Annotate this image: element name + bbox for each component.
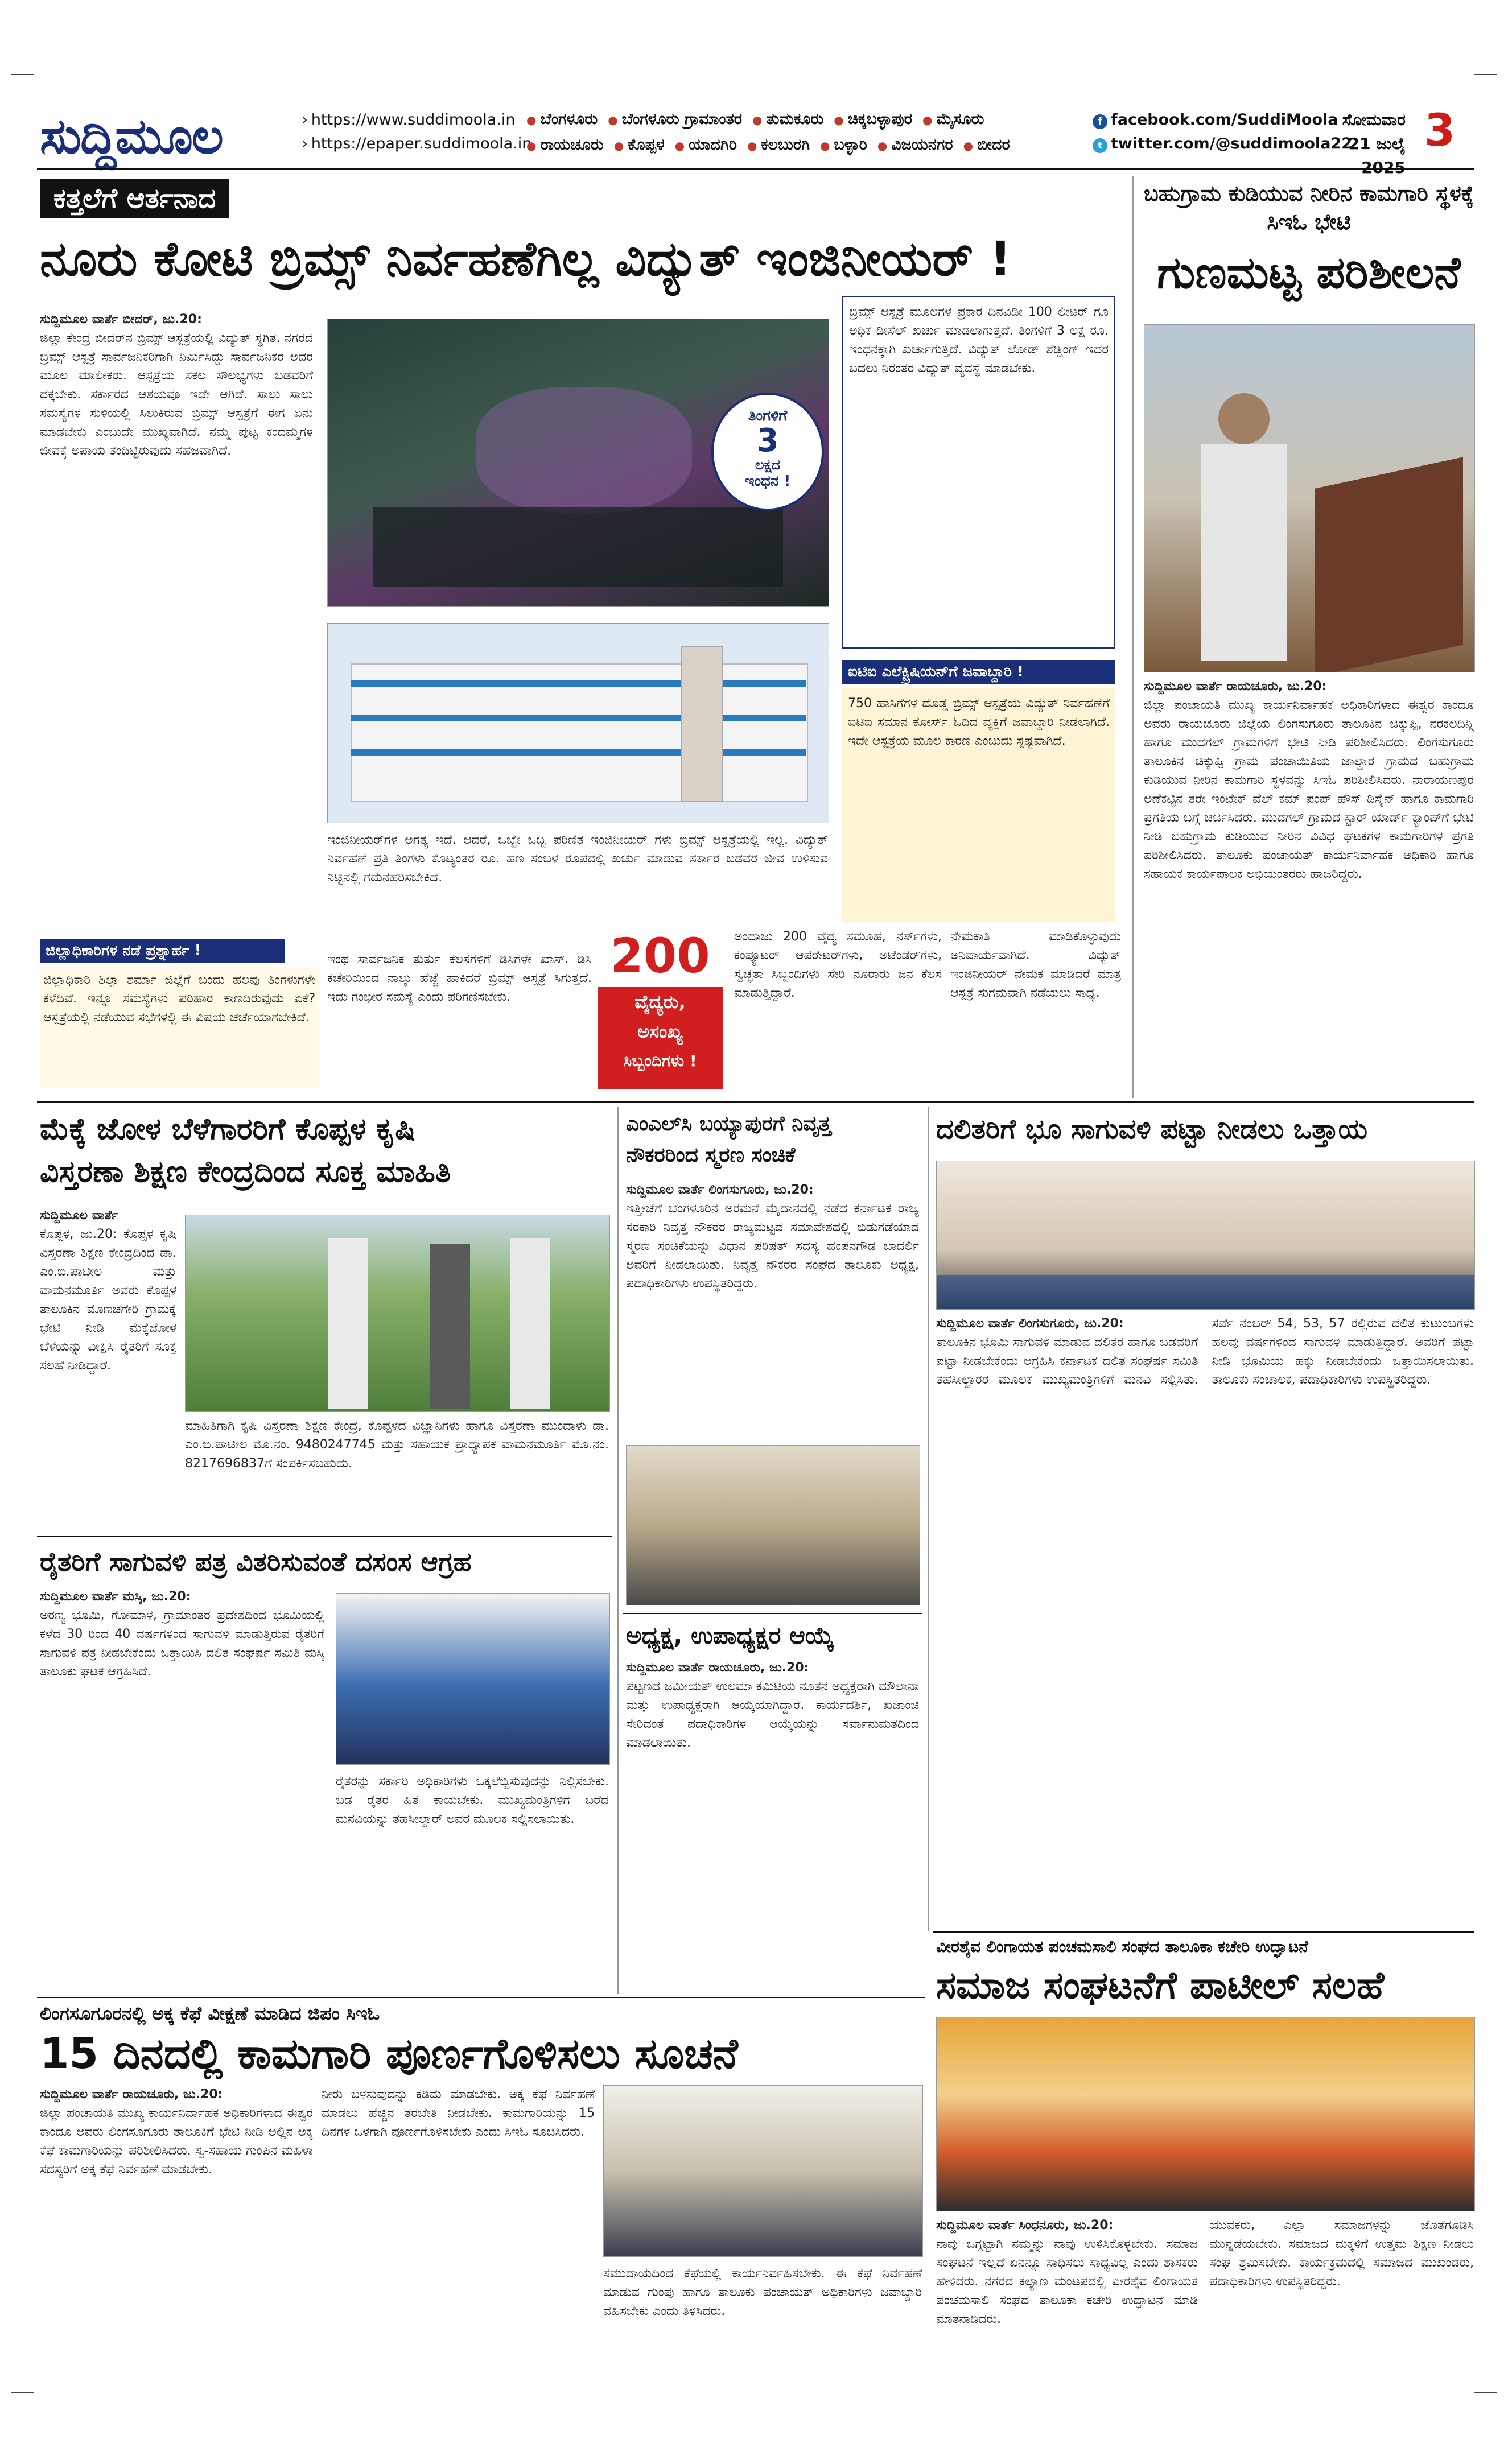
samaja-byline: ಸುದ್ದಿಮೂಲ ವಾರ್ತೆ ಸಿಂಧನೂರು, ಜು.20:	[936, 2218, 1114, 2232]
badge-line4: ಇಂಧನ !	[744, 473, 791, 490]
kvk-headline-1: ಮೆಕ್ಕೆ ಜೋಳ ಬೆಳೆಗಾರರಿಗೆ ಕೊಪ್ಪಳ ಕೃಷಿ	[40, 1112, 415, 1146]
newspaper-logo: ಸುದ್ದಿಮೂಲ	[40, 108, 223, 165]
city-item: ● ವಿಜಯನಗರ	[877, 136, 953, 154]
land-headline: ದಲಿತರಿಗೆ ಭೂ ಸಾಗುವಳಿ ಪಟ್ಟಾ ನೀಡಲು ಒತ್ತಾಯ	[936, 1113, 1368, 1145]
edition-cities	[526, 107, 1039, 158]
city-item: ● ಕೊಪ್ಪಳ	[614, 136, 665, 154]
city-item: ● ಕಲಬುರಗಿ	[747, 136, 810, 154]
masthead-rule	[37, 168, 1474, 170]
farmers-headline: ರೈತರಿಗೆ ಸಾಗುವಳಿ ಪತ್ರ ವಿತರಿಸುವಂತೆ ದಸಂಸ ಆಗ್ರಹ	[40, 1546, 472, 1577]
ceo-headline: 15 ದಿನದಲ್ಲಿ ಕಾಮಗಾರಿ ಪೂರ್ಣಗೊಳಿಸಲು ಸೂಚನೆ	[40, 2029, 738, 2078]
facebook-icon: f	[1093, 114, 1107, 129]
land-photo	[936, 1161, 1475, 1310]
samaja-photo	[936, 2017, 1475, 2211]
samaja-kicker: ವೀರಶೈವ ಲಿಂಗಾಯತ ಪಂಚಮಸಾಲಿ ಸಂಘದ ತಾಲೂಕಾ ಕಚೇರಿ ಉದ್ಘಾಟನೆ	[936, 1937, 1308, 1956]
kvk-text2: ಮಾಹಿತಿಗಾಗಿ ಕೃಷಿ ವಿಸ್ತರಣಾ ಶಿಕ್ಷಣ ಕೇಂದ್ರ, ಕೊಪ್ಪಳದ ವಿಜ್ಞಾನಿಗಳು ಹಾಗೂ ವಿಸ್ತರಣಾ ಮುಂದಾಳು ಡಾ. ಎಂ.ಬಿ.ಪಾಟೀಲ ಮೊ.ನಂ. 9480247745 ಮತ್ತು ಸಹಾಯಕ ಪ್ರಾಧ್ಯಾಪಕ ವಾಮನಮೂರ್ತಿ ಮೊ.ನಂ. 8217696837ಗೆ ಸಂಪರ್ಕಿಸಬಹುದು.	[185, 1419, 609, 1471]
ceo-byline: ಸುದ್ದಿಮೂಲ ವಾರ್ತೆ ರಾಯಚೂರು, ಜು.20:	[40, 2087, 223, 2102]
lead-byline: ಸುದ್ದಿಮೂಲ ವಾರ್ತೆ ಬೀದರ್, ಜು.20:	[40, 312, 202, 327]
mlc-photo	[626, 1445, 920, 1605]
dc-box-text2: ಇಂಥ ಸಾರ್ವಜನಿಕ ತುರ್ತು ಕೆಲಸಗಳಿಗೆ ಡಿಸಿಗಳೇ ಖಾಸ್. ಡಿಸಿ ಕಚೇರಿಯಿಂದ ನಾಲ್ಕು ಹೆಜ್ಜೆ ಹಾಕಿದರೆ ಬ್ರಿಮ್ಸ್ ಆಸ್ಪತ್ರೆ ಸಿಗುತ್ತದೆ. ಇದು ಗಂಭೀರ ಸಮಸ್ಯೆ ಎಂದು ಪರಿಗಣಿಸಬೇಕು.	[327, 952, 592, 1004]
crop-mark-br	[1474, 2392, 1497, 2393]
dc-box-text1: ಜಿಲ್ಲಾಧಿಕಾರಿ ಶಿಲ್ಪಾ ಶರ್ಮಾ ಜಿಲ್ಲೆಗೆ ಬಂದು ಹಲವು ತಿಂಗಳುಗಳೇ ಕಳೆದಿವೆ. ಇನ್ನೂ ಸಮಸ್ಯೆಗಳು ಪರಿಹಾರ ಕಾಣದಿರುವುದು ಏಕೆ? ಆಸ್ಪತ್ರೆಯಲ್ಲಿ ನಡೆಯುವ ಸಭೆಗಳಲ್ಲಿ ಈ ವಿಷಯ ಚರ್ಚೆಯಾಗಬೇಕಿದೆ.	[40, 967, 319, 1087]
city-item: ● ಬೆಂಗಳೂರು ಗ್ರಾಮಾಂತರ	[608, 110, 742, 128]
mlc-text: ಇತ್ತೀಚೆಗೆ ಬೆಂಗಳೂರಿನ ಅರಮನೆ ಮೈದಾನದಲ್ಲಿ ನಡೆದ ಕರ್ನಾಟಕ ರಾಜ್ಯ ಸರಕಾರಿ ನಿವೃತ್ತ ನೌಕರರ ರಾಜ್ಯಮಟ್ಟದ ಸಮಾವೇಶದಲ್ಲಿ ಬಿಡುಗಡೆಯಾದ ಸ್ಮರಣ ಸಂಚಿಕೆಯನ್ನು ವಿಧಾನ ಪರಿಷತ್ ಸದಸ್ಯ ಹಂಪನಗೌಡ ಬಾದರ್ಲಿ ಅವರಿಗೆ ನೀಡಲಾಯಿತು. ನಿವೃತ್ತ ನೌಕರರ ಸಂಘದ ತಾಲೂಕು ಅಧ್ಯಕ್ಷ, ಪದಾಧಿಕಾರಿಗಳು ಉಪಸ್ಥಿತರಿದ್ದರು.	[626, 1202, 919, 1291]
kvk-col1	[40, 1206, 176, 1525]
city-item: ● ರಾಯಚೂರು	[526, 136, 604, 154]
epaper-link[interactable]: › https://epaper.suddimoola.in	[302, 132, 531, 156]
lead-col3: ಬ್ರಿಮ್ಸ್ ಆಸ್ಪತ್ರೆ ಮೂಲಗಳ ಪ್ರಕಾರ ದಿನವಿಡೀ 100 ಲೀಟರ್ ಗೂ ಅಧಿಕ ಡೀಸೆಲ್ ಖರ್ಚು ಮಾಡಲಾಗುತ್ತದೆ. ತಿಂಗಳಿಗೆ 3 ಲಕ್ಷ ರೂ. ಇಂಧನಕ್ಕಾಗಿ ಖರ್ಚಾಗುತ್ತಿದೆ. ವಿದ್ಯುತ್ ಲೋಡ್ ಶೆಡ್ಡಿಂಗ್ ಇದರ ಬದಲು ನಿರಂತರ ವಿದ್ಯುತ್ ವ್ಯವಸ್ಥೆ ಮಾಡಬೇಕು.	[842, 296, 1115, 649]
samaja-col1	[936, 2216, 1198, 2389]
city-item: ● ಬೆಂಗಳೂರು	[526, 110, 598, 128]
lead-headline: ನೂರು ಕೋಟಿ ಬ್ರಿಮ್ಸ್ ನಿರ್ವಹಣೆಗಿಲ್ಲ ವಿದ್ಯುತ್ ಇಂಜಿನೀಯರ್ !	[40, 231, 1012, 287]
dc-box-text3: ಅಂದಾಜು 200 ವೈದ್ಯ ಸಮೂಹ, ನರ್ಸ್‌ಗಳು, ಕಂಪ್ಯೂಟರ್ ಆಪರೇಟರ್‌ಗಳು, ಅಟೆಂಡರ್‌ಗಳು, ಸ್ವಚ್ಛತಾ ಸಿಬ್ಬಂದಿಗಳು ಸೇರಿ ನೂರಾರು ಜನ ಕೆಲಸ ಮಾಡುತ್ತಿದ್ದಾರೆ.	[734, 930, 942, 1000]
twitter-link[interactable]: twitter.com/@suddimoola22	[1111, 135, 1352, 152]
badge-line3: ಲಕ್ಷದ	[755, 457, 781, 473]
election-body	[626, 1658, 919, 1991]
farmers-col1	[40, 1587, 324, 1991]
right-byline: ಸುದ್ದಿಮೂಲ ವಾರ್ತೆ ರಾಯಚೂರು, ಜು.20:	[1144, 679, 1327, 694]
city-item: ● ಬಳ್ಳಾರಿ	[820, 136, 867, 154]
mlc-headline-1: ಎಂಎಲ್‌ಸಿ ಬಯ್ಯಾಪುರಗೆ ನಿವೃತ್ತ	[626, 1112, 831, 1136]
kvk-text1: ಕೊಪ್ಪಳ, ಜು.20: ಕೊಪ್ಪಳ ಕೃಷಿ ವಿಸ್ತರಣಾ ಶಿಕ್ಷಣ ಕೇಂದ್ರದಿಂದ ಡಾ. ಎಂ.ಬಿ.ಪಾಟೀಲ ಮತ್ತು ವಾಮನಮೂರ್ತಿ ಅವರು ಕೊಪ್ಪಳ ತಾಲೂಕಿನ ಮೊಣಚಗೇರಿ ಗ್ರಾಮಕ್ಕೆ ಭೇಟಿ ನೀಡಿ ಮೆಕ್ಕೆಜೋಳ ಬೆಳೆಯನ್ನು ವೀಕ್ಷಿಸಿ ರೈತರಿಗೆ ಸೂಕ್ತ ಸಲಹೆ ನೀಡಿದ್ದಾರೆ.	[40, 1227, 176, 1373]
staff-count-box	[598, 924, 723, 1089]
lead-photo-hospital-building	[327, 623, 829, 823]
samaja-headline: ಸಮಾಜ ಸಂಘಟನೆಗೆ ಪಾಟೀಲ್ ಸಲಹೆ	[936, 1963, 1385, 2007]
mlc-byline: ಸುದ್ದಿಮೂಲ ವಾರ್ತೆ ಲಿಂಗಸುಗೂರು, ಜು.20:	[626, 1183, 814, 1197]
farmers-photo	[336, 1593, 610, 1765]
ceo-photo	[603, 2085, 923, 2257]
right-text: ಜಿಲ್ಲಾ ಪಂಚಾಯತಿ ಮುಖ್ಯ ಕಾರ್ಯನಿರ್ವಾಹಕ ಅಧಿಕಾರಿಗಳಾದ ಈಶ್ವರ ಕಾಂದೂ ಅವರು ರಾಯಚೂರು ಜಿಲ್ಲೆಯ ಲಿಂಗಸುಗೂರು ತಾಲೂಕಿನ ಚಿಕ್ಕುಪ್ಪಿ, ನರಕಲದಿನ್ನಿ ಹಾಗೂ ಮುದಗಲ್ ಗ್ರಾಮಗಳಿಗೆ ಭೇಟಿ ನೀಡಿ ಪರಿಶೀಲಿಸಿದರು. ಲಿಂಗಸುಗೂರು ತಾಲೂಕಿನ ಚಿಕ್ಕುಪ್ಪಿ ಗ್ರಾಮ ಪಂಚಾಯಿತಿಯ ಜಾಲ್ದಾರ ಗ್ರಾಮದ ಬಹುಗ್ರಾಮ ಕುಡಿಯುವ ನೀರಿನ ಕಾಮಗಾರಿ ಸ್ಥಳವನ್ನು ಸಿಇಓ ಪರಿಶೀಲಿಸಿದರು. ನಾರಾಯಣಪುರ ಅಣೆಕಟ್ಟಿನ ತರೇ ಇಂಟೇಕ್ ವೆಲ್ ಕಮ್ ಪಂಪ್ ಹೌಸ್ ಡಿಸೈನ್ ಹಾಗೂ ಕಾಮಗಾರಿ ಪ್ರಗತಿಯ ಬಗ್ಗೆ ಚರ್ಚಿಸಿದರು. ಮುದಗಲ್ ಗ್ರಾಮದ ಸ್ಟಾರ್ ಯಾರ್ಡ್ ಕ್ಯಾಂಪ್‌ಗೆ ಭೇಟಿ ನೀಡಿ ಬಹುಗ್ರಾಮ ಕುಡಿಯುವ ನೀರಿನ ವಿವಿಧ ಘಟಕಗಳ ಕಾಮಗಾರಿಗಳ ಪ್ರಗತಿ ಪರಿಶೀಲಿಸಿದರು. ತಾಲೂಕು ಪಂಚಾಯತ್ ಕಾರ್ಯನಿರ್ವಾಹಕ ಅಧಿಕಾರಿ ಹಾಗೂ ಸಹಾಯಕ ಕಾರ್ಯಪಾಲಕ ಅಭಿಯಂತರರು ಹಾಜರಿದ್ದರು.	[1144, 698, 1474, 881]
section-rule-1	[37, 1101, 1474, 1103]
ceo-kicker: ಲಿಂಗಸೂಗೂರನಲ್ಲಿ ಅಕ್ಕ ಕೆಫೆ ವೀಕ್ಷಣೆ ಮಾಡಿದ ಜಿಪಂ ಸಿಇಓ	[40, 2003, 380, 2024]
right-kicker: ಬಹುಗ್ರಾಮ ಕುಡಿಯುವ ನೀರಿನ ಕಾಮಗಾರಿ ಸ್ಥಳಕ್ಕೆ ಸಿಇಓ ಭೇಟಿ	[1144, 181, 1474, 234]
land-body	[936, 1314, 1474, 1929]
right-story-body	[1144, 677, 1474, 1098]
dc-box-text4: ನೇಮಕಾತಿ ಮಾಡಿಕೊಳ್ಳುವುದು ಅನಿವಾರ್ಯವಾಗಿದೆ. ವಿದ್ಯುತ್ ಇಂಜಿನೀಯರ್ ನೇಮಕ ಮಾಡಿದರೆ ಮಾತ್ರ ಆಸ್ಪತ್ರೆ ಸುಗಮವಾಗಿ ನಡೆಯಲು ಸಾಧ್ಯ.	[950, 930, 1121, 1000]
mlc-headline-2: ನೌಕರರಿಂದ ಸ್ಮರಣ ಸಂಚಿಕೆ	[626, 1144, 796, 1167]
samaja-text2: ಯುವಕರು, ಎಲ್ಲಾ ಸಮಾಜಗಳನ್ನು ಜೊತೆಗೂಡಿಸಿ ಮುನ್ನಡೆಯಬೇಕು. ಸಮಾಜದ ಮಕ್ಕಳಿಗೆ ಉತ್ತಮ ಶಿಕ್ಷಣ ನೀಡಲು ಸಂಘ ಶ್ರಮಿಸಬೇಕು. ಕಾರ್ಯಕ್ರಮದಲ್ಲಿ ಸಮಾಜದ ಮುಖಂಡರು, ಪದಾಧಿಕಾರಿಗಳು ಉಪಸ್ಥಿತರಿದ್ದರು.	[1209, 2218, 1474, 2289]
right-headline: ಗುಣಮಟ್ಟ ಪರಿಶೀಲನೆ	[1157, 247, 1461, 299]
crop-mark-tl	[11, 74, 34, 75]
land-byline: ಸುದ್ದಿಮೂಲ ವಾರ್ತೆ ಲಿಂಗಸುಗೂರು, ಜು.20:	[936, 1316, 1124, 1331]
date: 21 ಜುಲೈ	[1348, 134, 1406, 153]
crop-mark-tr	[1474, 74, 1497, 75]
section-rule-3	[623, 1613, 922, 1614]
staff-count-number: 200	[598, 924, 723, 987]
iti-box-text: 750 ಹಾಸಿಗೆಗಳ ದೊಡ್ಡ ಬ್ರಿಮ್ಸ್ ಆಸ್ಪತ್ರೆಯ ವಿದ್ಯುತ್ ನಿರ್ವಹಣೆಗೆ ಐಟಿಐ ಸಮಾನ ಕೋರ್ಸ್ ಓದಿದ ವ್ಯಕ್ತಿಗೆ ಜವಾಬ್ದಾರಿ ನೀಡಲಾಗಿದೆ. ಇದೇ ಆಸ್ಪತ್ರೆಯ ಮೂಲ ಕಾರಣ ಎಂಬುದು ಸ್ಪಷ್ಟವಾಗಿದೆ.	[842, 688, 1115, 922]
election-text: ಪಟ್ಟಣದ ಜಮೀಯತ್ ಉಲಮಾ ಕಮಿಟಿಯ ನೂತನ ಅಧ್ಯಕ್ಷರಾಗಿ ಮೌಲಾನಾ ಮತ್ತು ಉಪಾಧ್ಯಕ್ಷರಾಗಿ ಆಯ್ಕೆಯಾಗಿದ್ದಾರೆ. ಕಾರ್ಯದರ್ಶಿ, ಖಜಾಂಚಿ ಸೇರಿದಂತೆ ಪದಾಧಿಕಾರಿಗಳ ಆಯ್ಕೆಯನ್ನು ಸರ್ವಾನುಮತದಿಂದ ಮಾಡಲಾಯಿತು.	[626, 1679, 919, 1750]
page-number: 3	[1424, 105, 1456, 156]
lead-col1-text: ಜಿಲ್ಲಾ ಕೇಂದ್ರ ಬೀದರ್‌ನ ಬ್ರಿಮ್ಸ್ ಆಸ್ಪತ್ರೆಯಲ್ಲಿ ವಿದ್ಯುತ್ ಸ್ಥಗಿತ. ನಗರದ ಬ್ರಿಮ್ಸ್ ಆಸ್ಪತ್ರೆ ಸಾರ್ವಜನಿಕರಿಗಾಗಿ ನಿರ್ಮಿಸಿದ್ದು ಸಾರ್ವಜನಿಕರ ಅದರ ಮೂಲ ಮಾಲೀಕರು. ಆಸ್ಪತ್ರೆಯ ಸಕಲ ಸೌಲಭ್ಯಗಳು ಬಡವರಿಗೆ ದಕ್ಕಬೇಕು. ಸರ್ಕಾರದ ಆಶಯವೂ ಇದೇ ಆಗಿದೆ. ಸಾಲು ಸಾಲು ಸಮಸ್ಯೆಗಳ ಸುಳಿಯಲ್ಲಿ ಸಿಲುಕಿರುವ ಬ್ರಿಮ್ಸ್ ಆಸ್ಪತ್ರೆಗೆ ಈಗ ಏನು ಮಾಡಬೇಕು ಎಂಬುದೇ ಮುಖ್ಯವಾಗಿದೆ. ನಮ್ಮ ಪುಟ್ಟ ಕಂದಮ್ಮಗಳ ಜೀವಕ್ಕೆ ಅಪಾಯ ತಂದಿಟ್ಟಿರುವುದು ಸಹಜವಾಗಿದೆ.	[40, 331, 313, 458]
facebook-link[interactable]: facebook.com/SuddiMoola	[1111, 111, 1338, 129]
masthead-urls	[302, 108, 531, 156]
badge-line1: ತಿಂಗಳಿಗೆ	[748, 407, 788, 424]
city-item: ● ಮೈಸೂರು	[922, 110, 984, 128]
election-byline: ಸುದ್ದಿಮೂಲ ವಾರ್ತೆ ರಾಯಚೂರು, ಜು.20:	[626, 1661, 809, 1675]
dc-box-head: ಜಿಲ್ಲಾಧಿಕಾರಿಗಳ ನಡೆ ಪ್ರಶ್ನಾರ್ಹ !	[40, 939, 285, 963]
kvk-byline: ಸುದ್ದಿಮೂಲ ವಾರ್ತೆ	[40, 1208, 118, 1223]
mlc-body	[626, 1181, 919, 1437]
right-photo-inspection	[1144, 324, 1475, 672]
kvk-photo-field	[185, 1215, 610, 1412]
city-item: ● ಚಿಕ್ಕಬಳ್ಳಾಪುರ	[834, 110, 912, 128]
section-rule-5	[37, 1997, 925, 1998]
farmers-text2: ರೈತರನ್ನು ಸರ್ಕಾರಿ ಅಧಿಕಾರಿಗಳು ಒಕ್ಕಲೆಬ್ಬಿಸುವುದನ್ನು ನಿಲ್ಲಿಸಬೇಕು. ಬಡ ರೈತರ ಹಿತ ಕಾಯಬೇಕು. ಮುಖ್ಯಮಂತ್ರಿಗಳಿಗೆ ಬರೆದ ಮನವಿಯನ್ನು ತಹಸೀಲ್ದಾರ್ ಅವರ ಮೂಲಕ ಸಲ್ಲಿಸಲಾಯಿತು.	[336, 1774, 609, 1826]
ceo-text1: ಜಿಲ್ಲಾ ಪಂಚಾಯತಿ ಮುಖ್ಯ ಕಾರ್ಯನಿರ್ವಾಹಕ ಅಧಿಕಾರಿಗಳಾದ ಈಶ್ವರ ಕಾಂದೂ ಅವರು ಲಿಂಗಸೂಗೂರು ತಾಲೂಕಿಗೆ ಭೇಟಿ ನೀಡಿ ಅಲ್ಲಿನ ಅಕ್ಕ ಕೆಫೆ ಕಾಮಗಾರಿಯನ್ನು ಪರಿಶೀಲಿಸಿದರು. ಸ್ವ-ಸಹಾಯ ಗುಂಪಿನ ಮಹಿಳಾ ಸದಸ್ಯರಿಗೆ ಅಕ್ಕ ಕೆಫೆ ನಿರ್ವಹಣೆ ಮಾಡಬೇಕು.	[40, 2106, 313, 2177]
fuel-cost-badge	[711, 393, 824, 511]
ceo-text2: ನೀರು ಬಳಸುವುದನ್ನು ಕಡಿಮೆ ಮಾಡಬೇಕು. ಅಕ್ಕ ಕೆಫೆ ನಿರ್ವಹಣೆ ಮಾಡಲು ಹೆಚ್ಚಿನ ತರಬೇತಿ ನೀಡಬೇಕು. ಕಾಮಗಾರಿಯನ್ನು 15 ದಿನಗಳ ಒಳಗಾಗಿ ಪೂರ್ಣಗೊಳಿಸಬೇಕು ಎಂದು ಸಿಇಓ ಸೂಚಿಸಿದರು.	[322, 2087, 595, 2139]
twitter-icon: t	[1093, 138, 1107, 153]
ceo-text3: ಸಮುದಾಯದಿಂದ ಕೆಫೆಯಲ್ಲಿ ಕಾರ್ಯನಿರ್ವಹಿಸಬೇಕು. ಈ ಕೆಫೆ ನಿರ್ವಹಣೆ ಮಾಡುವ ಗುಂಪು ಹಾಗೂ ತಾಲೂಕು ಪಂಚಾಯತ್ ಅಧಿಕಾರಿಗಳು ಜವಾಬ್ದಾರಿ ವಹಿಸಬೇಕು ಎಂದು ತಿಳಿಸಿದರು.	[603, 2267, 922, 2318]
city-item: ● ಬೀದರ	[963, 136, 1010, 154]
website-link[interactable]: › https://www.suddimoola.in	[302, 108, 531, 132]
lead-col-mid-text: ಇಂಜಿನೀಯರ್‌ಗಳ ಅಗತ್ಯ ಇದೆ. ಆದರೆ, ಒಬ್ಬೇ ಒಬ್ಬ ಪರಿಣಿತ ಇಂಜಿನೀಯರ್ ಗಳು ಬ್ರಿಮ್ಸ್ ಆಸ್ಪತ್ರೆಯಲ್ಲಿ ಇಲ್ಲ. ವಿದ್ಯುತ್ ನಿರ್ವಹಣೆ ಪ್ರತಿ ತಿಂಗಳು ಕೊಟ್ಯಂತರ ರೂ. ಹಣ ಸಂಬಳ ರೂಪದಲ್ಲಿ ಖರ್ಚು ಮಾಡುವ ಸರ್ಕಾರ ಬಡವರ ಜೀವ ಉಳಿಸುವ ನಿಟ್ಟಿನಲ್ಲಿ ಗಮನಹರಿಸಬೇಕಿದೆ.	[327, 833, 828, 885]
election-headline: ಅಧ್ಯಕ್ಷ, ಉಪಾಧ್ಯಕ್ಷರ ಆಯ್ಕೆ	[626, 1621, 834, 1649]
weekday: ಸೋಮವಾರ	[1342, 110, 1406, 129]
city-item: ● ಯಾದಗಿರಿ	[675, 136, 737, 154]
social-links	[1093, 108, 1352, 156]
kvk-headline-2: ವಿಸ್ತರಣಾ ಶಿಕ್ಷಣ ಕೇಂದ್ರದಿಂದ ಸೂಕ್ತ ಮಾಹಿತಿ	[40, 1155, 451, 1189]
land-text: ತಾಲೂಕಿನ ಭೂಮಿ ಸಾಗುವಳಿ ಮಾಡುವ ದಲಿತರ ಹಾಗೂ ಬಡವರಿಗೆ ಪಟ್ಟಾ ನೀಡಬೇಕೆಂದು ಆಗ್ರಹಿಸಿ ಕರ್ನಾಟಕ ದಲಿತ ಸಂಘರ್ಷ ಸಮಿತಿ ತಹಸೀಲ್ದಾರರ ಮೂಲಕ ಮುಖ್ಯಮಂತ್ರಿಗಳಿಗೆ ಮನವಿ ಸಲ್ಲಿಸಿತು. ಸರ್ವೆ ನಂಬರ್ 54, 53, 57 ರಲ್ಲಿರುವ ದಲಿತ ಕುಟುಂಬಗಳು ಹಲವು ವರ್ಷಗಳಿಂದ ಸಾಗುವಳಿ ಮಾಡುತ್ತಿದ್ದಾರೆ. ಅವರಿಗೆ ಪಟ್ಟಾ ನೀಡಿ ಭೂಮಿಯ ಹಕ್ಕು ನೀಡಬೇಕೆಂದು ಒತ್ತಾಯಿಸಲಾಯಿತು. ತಾಲೂಕು ಸಂಚಾಲಕ, ಪದಾಧಿಕಾರಿಗಳು ಉಪಸ್ಥಿತರಿದ್ದರು.	[936, 1316, 1474, 1387]
samaja-text1: ನಾವು ಒಗ್ಗಟ್ಟಾಗಿ ನಮ್ಮನ್ನು ನಾವು ಉಳಿಸಿಕೊಳ್ಳಬೇಕು. ಸಮಾಜ ಸಂಘಟನೆ ಇಲ್ಲದೆ ಏನನ್ನೂ ಸಾಧಿಸಲು ಸಾಧ್ಯವಿಲ್ಲ ಎಂದು ಶಾಸಕರು ಹೇಳಿದರು. ನಗರದ ಕಲ್ಯಾಣ ಮಂಟಪದಲ್ಲಿ ವೀರಶೈವ ಲಿಂಗಾಯತ ಪಂಚಮಸಾಲಿ ಸಂಘದ ತಾಲೂಕಾ ಕಚೇರಿ ಉದ್ಘಾಟನೆ ಮಾಡಿ ಮಾತನಾಡಿದರು.	[936, 2237, 1198, 2326]
city-item: ● ತುಮಕೂರು	[752, 110, 823, 128]
land-divider	[928, 1107, 929, 1931]
ceo-col1	[40, 2085, 313, 2389]
farmers-byline: ಸುದ್ದಿಮೂಲ ವಾರ್ತೆ ಮಸ್ಕಿ, ಜು.20:	[40, 1590, 191, 1604]
iti-box-head: ಐಟಿಐ ಎಲೆಕ್ಟ್ರಿಷಿಯನ್‌ಗೆ ಜವಾಬ್ದಾರಿ !	[842, 660, 1115, 684]
staff-line1: ವೈದ್ಯರು,	[634, 991, 686, 1013]
mlc-divider	[617, 1107, 619, 1994]
section-rule-4	[933, 1931, 1474, 1933]
staff-line3: ಸಿಬ್ಬಂದಿಗಳು !	[623, 1051, 697, 1070]
lead-kicker: ಕತ್ತಲೆಗೆ ಆರ್ತನಾದ	[40, 179, 229, 218]
badge-line2: 3	[756, 422, 779, 459]
section-rule-2	[37, 1536, 612, 1537]
staff-line2: ಅಸಂಖ್ಯ	[637, 1021, 683, 1042]
column-divider	[1132, 176, 1134, 1098]
crop-mark-bl	[11, 2392, 34, 2393]
farmers-text1: ಅರಣ್ಯ ಭೂಮಿ, ಗೋಮಾಳ, ಗ್ರಾಮಾಂತರ ಪ್ರದೇಶದಿಂದ ಭೂಮಿಯಲ್ಲಿ ಕಳೆದ 30 ರಿಂದ 40 ವರ್ಷಗಳಿಂದ ಸಾಗುವಳಿ ಮಾಡುತ್ತಿರುವ ರೈತರಿಗೆ ಸಾಗುವಳಿ ಪತ್ರ ನೀಡಬೇಕೆಂದು ಒತ್ತಾಯಿಸಿ ದಲಿತ ಸಂಘರ್ಷ ಸಮಿತಿ ಮಸ್ಕಿ ತಾಲೂಕು ಘಟಕ ಆಗ್ರಹಿಸಿದೆ.	[40, 1608, 324, 1679]
lead-col1	[40, 310, 313, 924]
